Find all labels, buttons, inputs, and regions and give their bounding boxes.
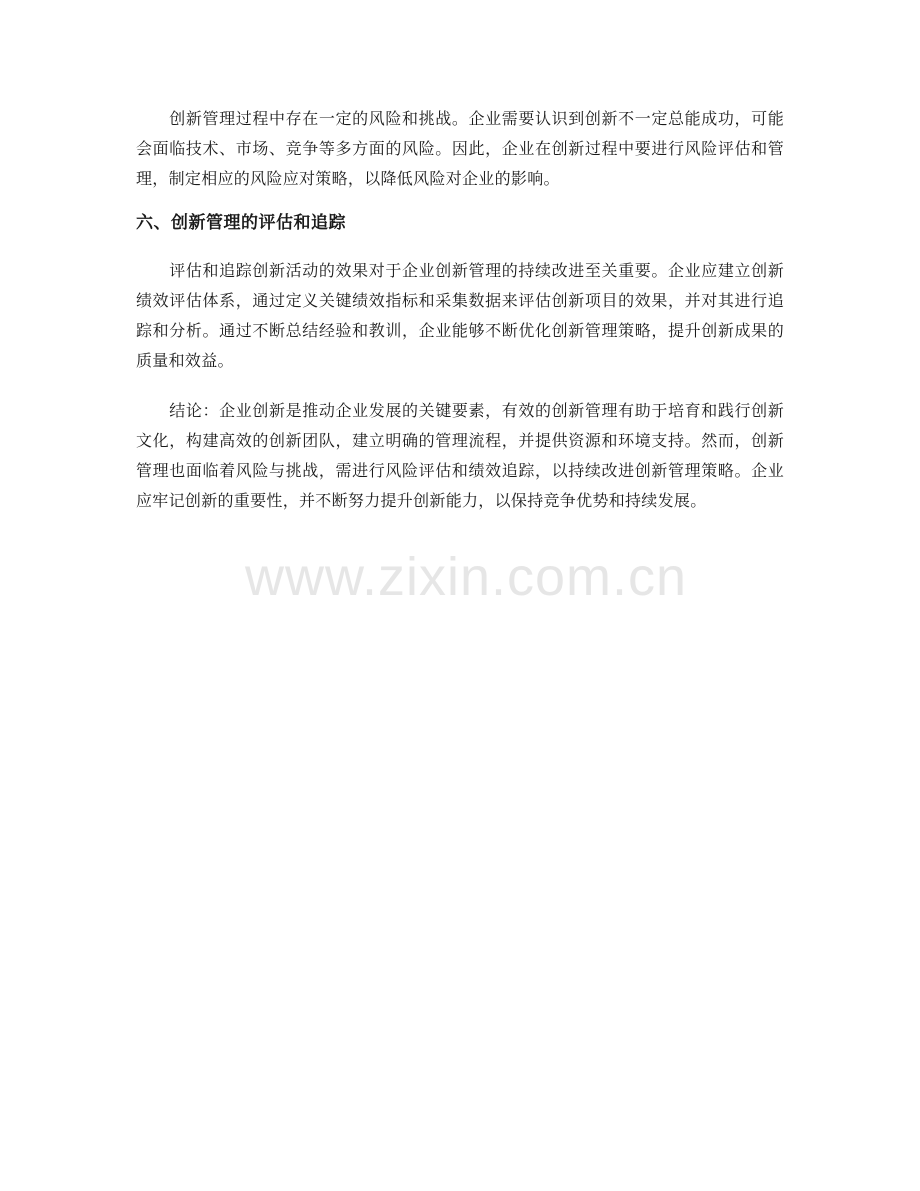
- document-body: [136, 104, 784, 516]
- watermark: www.zixin.com.cn: [244, 547, 688, 607]
- paragraph-conclusion: 结论：企业创新是推动企业发展的关键要素，有效的创新管理有助于培育和践行创新文化，构建高效的创新团队，建立明确的管理流程，并提供资源和环境支持。然而，创新管理也面临着风险与挑战，需进行风险评估和绩效追踪，以持续改进创新管理策略。企业应牢记创新的重要性，并不断努力提升创新能力，以保持竞争优势和持续发展。: [136, 401, 784, 510]
- paragraph-evaluation: 评估和追踪创新活动的效果对于企业创新管理的持续改进至关重要。企业应建立创新绩效评估体系，通过定义关键绩效指标和采集数据来评估创新项目的效果，并对其进行追踪和分析。通过不断总结经验和教训，企业能够不断优化创新管理策略，提升创新成果的质量和效益。: [136, 261, 784, 370]
- section-heading-evaluation: 六、创新管理的评估和追踪: [136, 213, 346, 233]
- paragraph-risk: 创新管理过程中存在一定的风险和挑战。企业需要认识到创新不一定总能成功，可能会面临技术、市场、竞争等多方面的风险。因此，企业在创新过程中要进行风险评估和管理，制定相应的风险应对策略，以降低风险对企业的影响。: [136, 109, 784, 188]
